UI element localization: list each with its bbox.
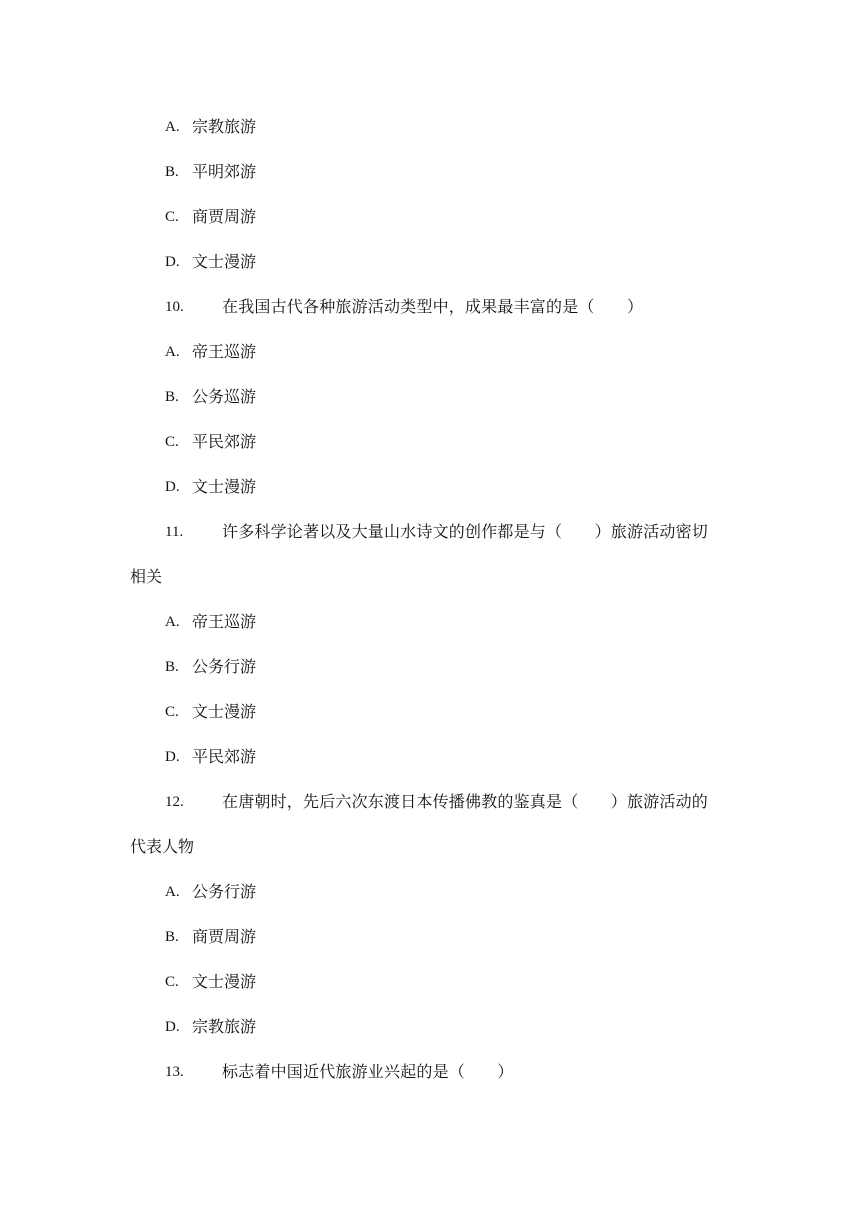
option-letter: C. [165, 974, 179, 990]
option-letter: B. [165, 164, 179, 180]
question-text: 标志着中国近代旅游业兴起的是（ ） [222, 1062, 514, 1081]
option-letter: A. [165, 344, 180, 360]
question-text: 在唐朝时，先后六次东渡日本传播佛教的鉴真是（ ）旅游活动的 [222, 792, 709, 811]
option-letter: D. [165, 479, 180, 495]
option-text: 公务巡游 [192, 387, 257, 406]
question-number: 10. [165, 299, 184, 315]
question-continuation: 代表人物 [130, 837, 195, 856]
question-number: 13. [165, 1064, 184, 1080]
option-letter: B. [165, 659, 179, 675]
option-letter: C. [165, 704, 179, 720]
option-text: 帝王巡游 [192, 612, 257, 631]
question-number: 12. [165, 794, 184, 810]
option-text: 平明郊游 [192, 162, 257, 181]
option-letter: D. [165, 749, 180, 765]
option-letter: C. [165, 434, 179, 450]
question-continuation: 相关 [130, 567, 163, 586]
option-letter: D. [165, 1019, 180, 1035]
option-text: 文士漫游 [192, 252, 257, 271]
option-letter: A. [165, 614, 180, 630]
option-text: 文士漫游 [192, 477, 257, 496]
option-text: 宗教旅游 [192, 117, 257, 136]
option-text: 文士漫游 [192, 702, 257, 721]
option-text: 文士漫游 [192, 972, 257, 991]
option-text: 商贾周游 [192, 207, 257, 226]
option-text: 帝王巡游 [192, 342, 257, 361]
question-text: 在我国古代各种旅游活动类型中，成果最丰富的是（ ） [222, 297, 644, 316]
option-text: 公务行游 [192, 657, 257, 676]
question-text: 许多科学论著以及大量山水诗文的创作都是与（ ）旅游活动密切 [222, 522, 709, 541]
option-letter: A. [165, 119, 180, 135]
option-text: 平民郊游 [192, 747, 257, 766]
option-letter: D. [165, 254, 180, 270]
option-letter: A. [165, 884, 180, 900]
option-letter: B. [165, 389, 179, 405]
option-text: 宗教旅游 [192, 1017, 257, 1036]
option-letter: C. [165, 209, 179, 225]
option-letter: B. [165, 929, 179, 945]
option-text: 平民郊游 [192, 432, 257, 451]
option-text: 公务行游 [192, 882, 257, 901]
option-text: 商贾周游 [192, 927, 257, 946]
question-number: 11. [165, 524, 184, 540]
